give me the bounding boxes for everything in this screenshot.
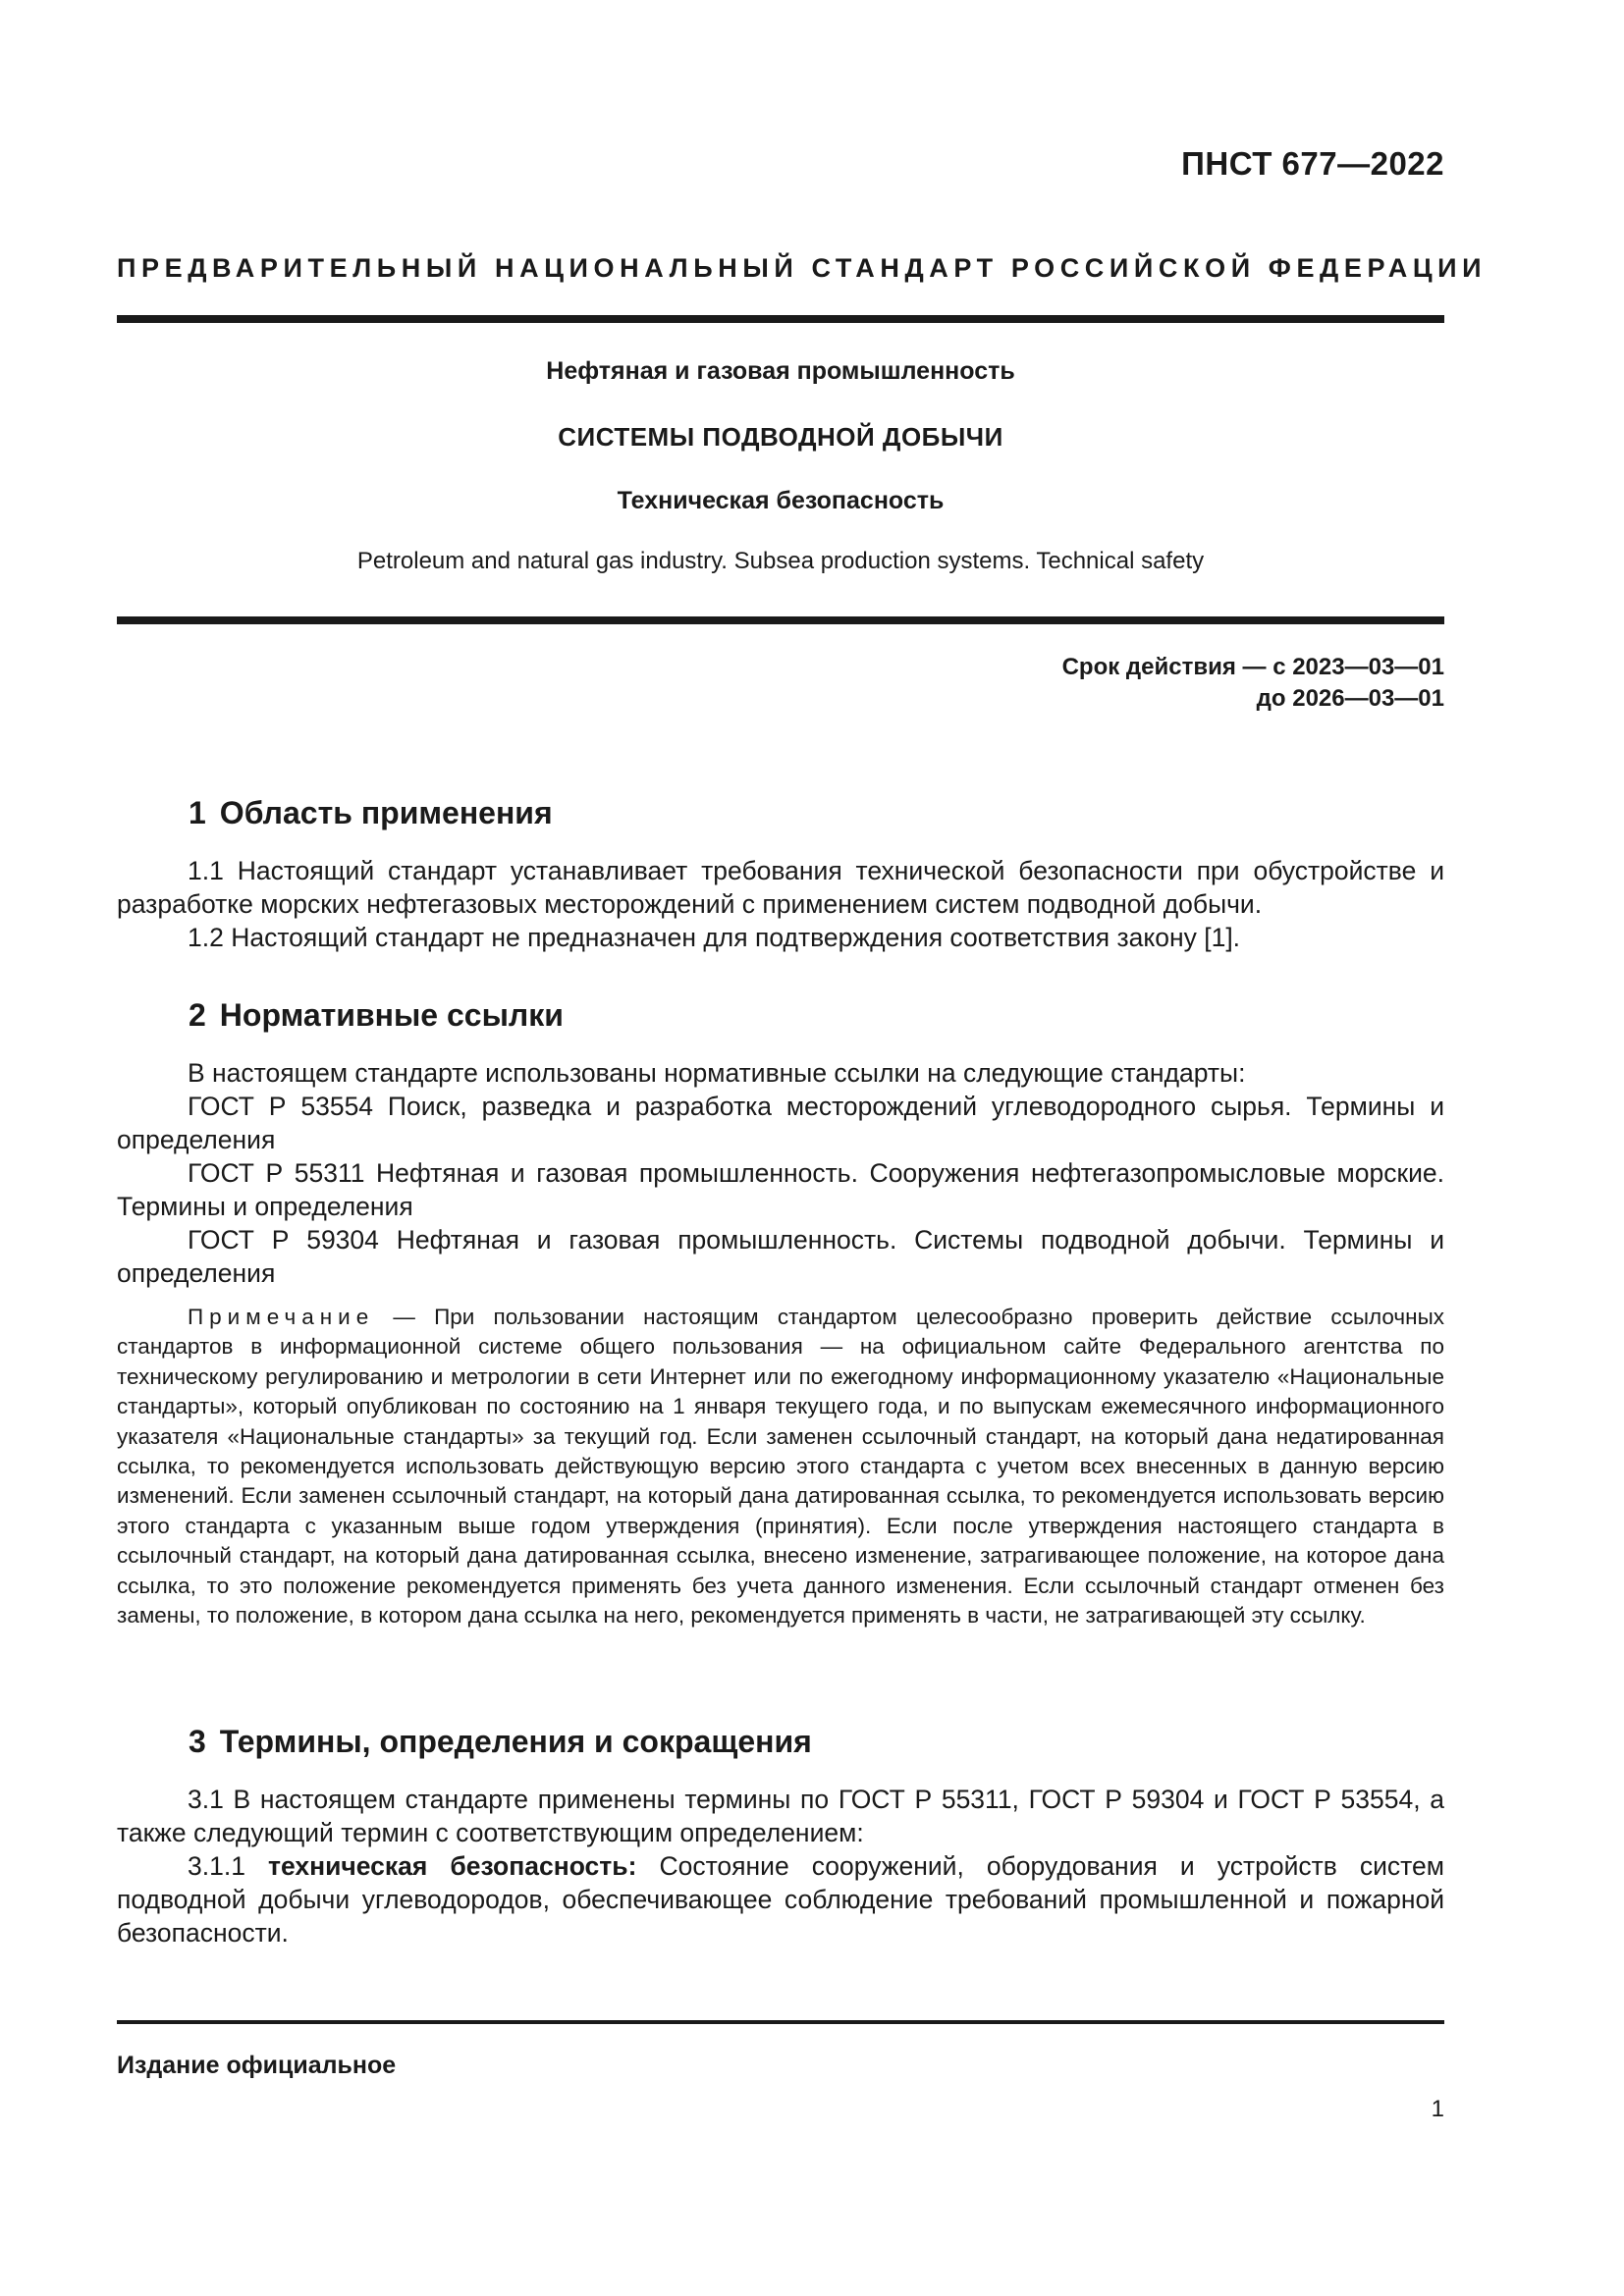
note	[117, 1303, 1444, 1630]
validity-to: до 2026—03—01	[1256, 685, 1444, 712]
section-2-body	[117, 1056, 1444, 1290]
section-title: Нормативные ссылки	[219, 997, 564, 1033]
section-number: 2	[189, 997, 206, 1033]
reference-item: ГОСТ Р 53554 Поиск, разведка и разработка месторождений углеводородного сырья. Термины и определения	[117, 1092, 1444, 1154]
term-definition-text: Состояние сооружений, оборудования и устройств систем подводной добычи углеводородов, обеспечивающее соблюдение требований промышленной и пожарной безопасности.	[117, 1851, 1444, 1948]
document-subtitle: Техническая безопасность	[617, 487, 945, 514]
section-title: Термины, определения и сокращения	[219, 1724, 812, 1759]
section-number: 1	[189, 795, 206, 830]
term-definition	[117, 1849, 1444, 1949]
industry-title: Нефтяная и газовая промышленность	[546, 357, 1015, 385]
top-rule	[117, 315, 1444, 323]
document-title: СИСТЕМЫ ПОДВОДНОЙ ДОБЫЧИ	[558, 422, 1003, 452]
footer-rule	[117, 2020, 1444, 2024]
note-label: Примечание	[188, 1305, 375, 1329]
validity-period	[1062, 652, 1444, 715]
section-number: 3	[189, 1724, 206, 1759]
reference-item: ГОСТ Р 59304 Нефтяная и газовая промышленность. Системы подводной добычи. Термины и определения	[117, 1225, 1444, 1288]
section-1-body	[117, 854, 1444, 954]
note-text: — При пользовании настоящим стандартом целесообразно проверить действие ссылочных стандартов в информационной системе общего пользования — на официальном сайте Федерального агентства по техническому регулированию и метрологии в сети Интернет или по ежегодному информационному указателю «Национальные стандарты», который опубликован по состоянию на 1 января текущего года, и по выпускам ежемесячного информационного указателя «Национальные стандарты» за текущий год. Если заменен ссылочный стандарт, на который дана недатированная ссылка, то рекомендуется использовать действующую версию этого стандарта с учетом всех внесенных в данную версию изменений. Если заменен ссылочный стандарт, на который дана датированная ссылка, то рекомендуется использовать версию этого стандарта с указанным выше годом утверждения (принятия). Если после утверждения настоящего стандарта в ссылочный стандарт, на который дана датированная ссылка, внесено изменение, затрагивающее положение, на которое дана ссылка, то это положение рекомендуется применять без учета данного изменения. Если ссылочный стандарт отменен без замены, то положение, в котором дана ссылка на него, рекомендуется применять в части, не затрагивающей эту ссылку.	[117, 1305, 1444, 1629]
paragraph: В настоящем стандарте использованы нормативные ссылки на следующие стандарты:	[188, 1058, 1246, 1088]
paragraph: 1.2 Настоящий стандарт не предназначен для подтверждения соответствия закону [1].	[188, 923, 1241, 952]
english-title: Petroleum and natural gas industry. Subsea production systems. Technical safety	[356, 548, 1205, 574]
paragraph: 1.1 Настоящий стандарт устанавливает требования технической безопасности при обустройстве и разработке морских нефтегазовых месторождений с применением систем подводной добычи.	[117, 856, 1444, 919]
org-title: ПРЕДВАРИТЕЛЬНЫЙ НАЦИОНАЛЬНЫЙ СТАНДАРТ РОССИЙСКОЙ ФЕДЕРАЦИИ	[117, 253, 1488, 283]
reference-item: ГОСТ Р 55311 Нефтяная и газовая промышленность. Сооружения нефтегазопромысловые морские. Термины и определения	[117, 1158, 1444, 1221]
term: техническая безопасность:	[268, 1851, 637, 1881]
term-number: 3.1.1	[188, 1851, 268, 1881]
edition-label: Издание официальное	[117, 2052, 397, 2079]
section-1-heading	[189, 795, 553, 831]
page-number: 1	[1431, 2096, 1444, 2122]
section-title: Область применения	[219, 795, 553, 830]
validity-from: Срок действия — с 2023—03—01	[1061, 654, 1444, 680]
paragraph: 3.1 В настоящем стандарте применены термины по ГОСТ Р 55311, ГОСТ Р 59304 и ГОСТ Р 53554, а также следующий термин с соответствующим определением:	[117, 1785, 1444, 1847]
section-3-body	[117, 1783, 1444, 1949]
section-3-heading	[189, 1724, 812, 1760]
title-rule	[117, 616, 1444, 624]
standard-code: ПНСТ 677—2022	[1181, 145, 1444, 182]
section-2-heading	[189, 997, 564, 1034]
